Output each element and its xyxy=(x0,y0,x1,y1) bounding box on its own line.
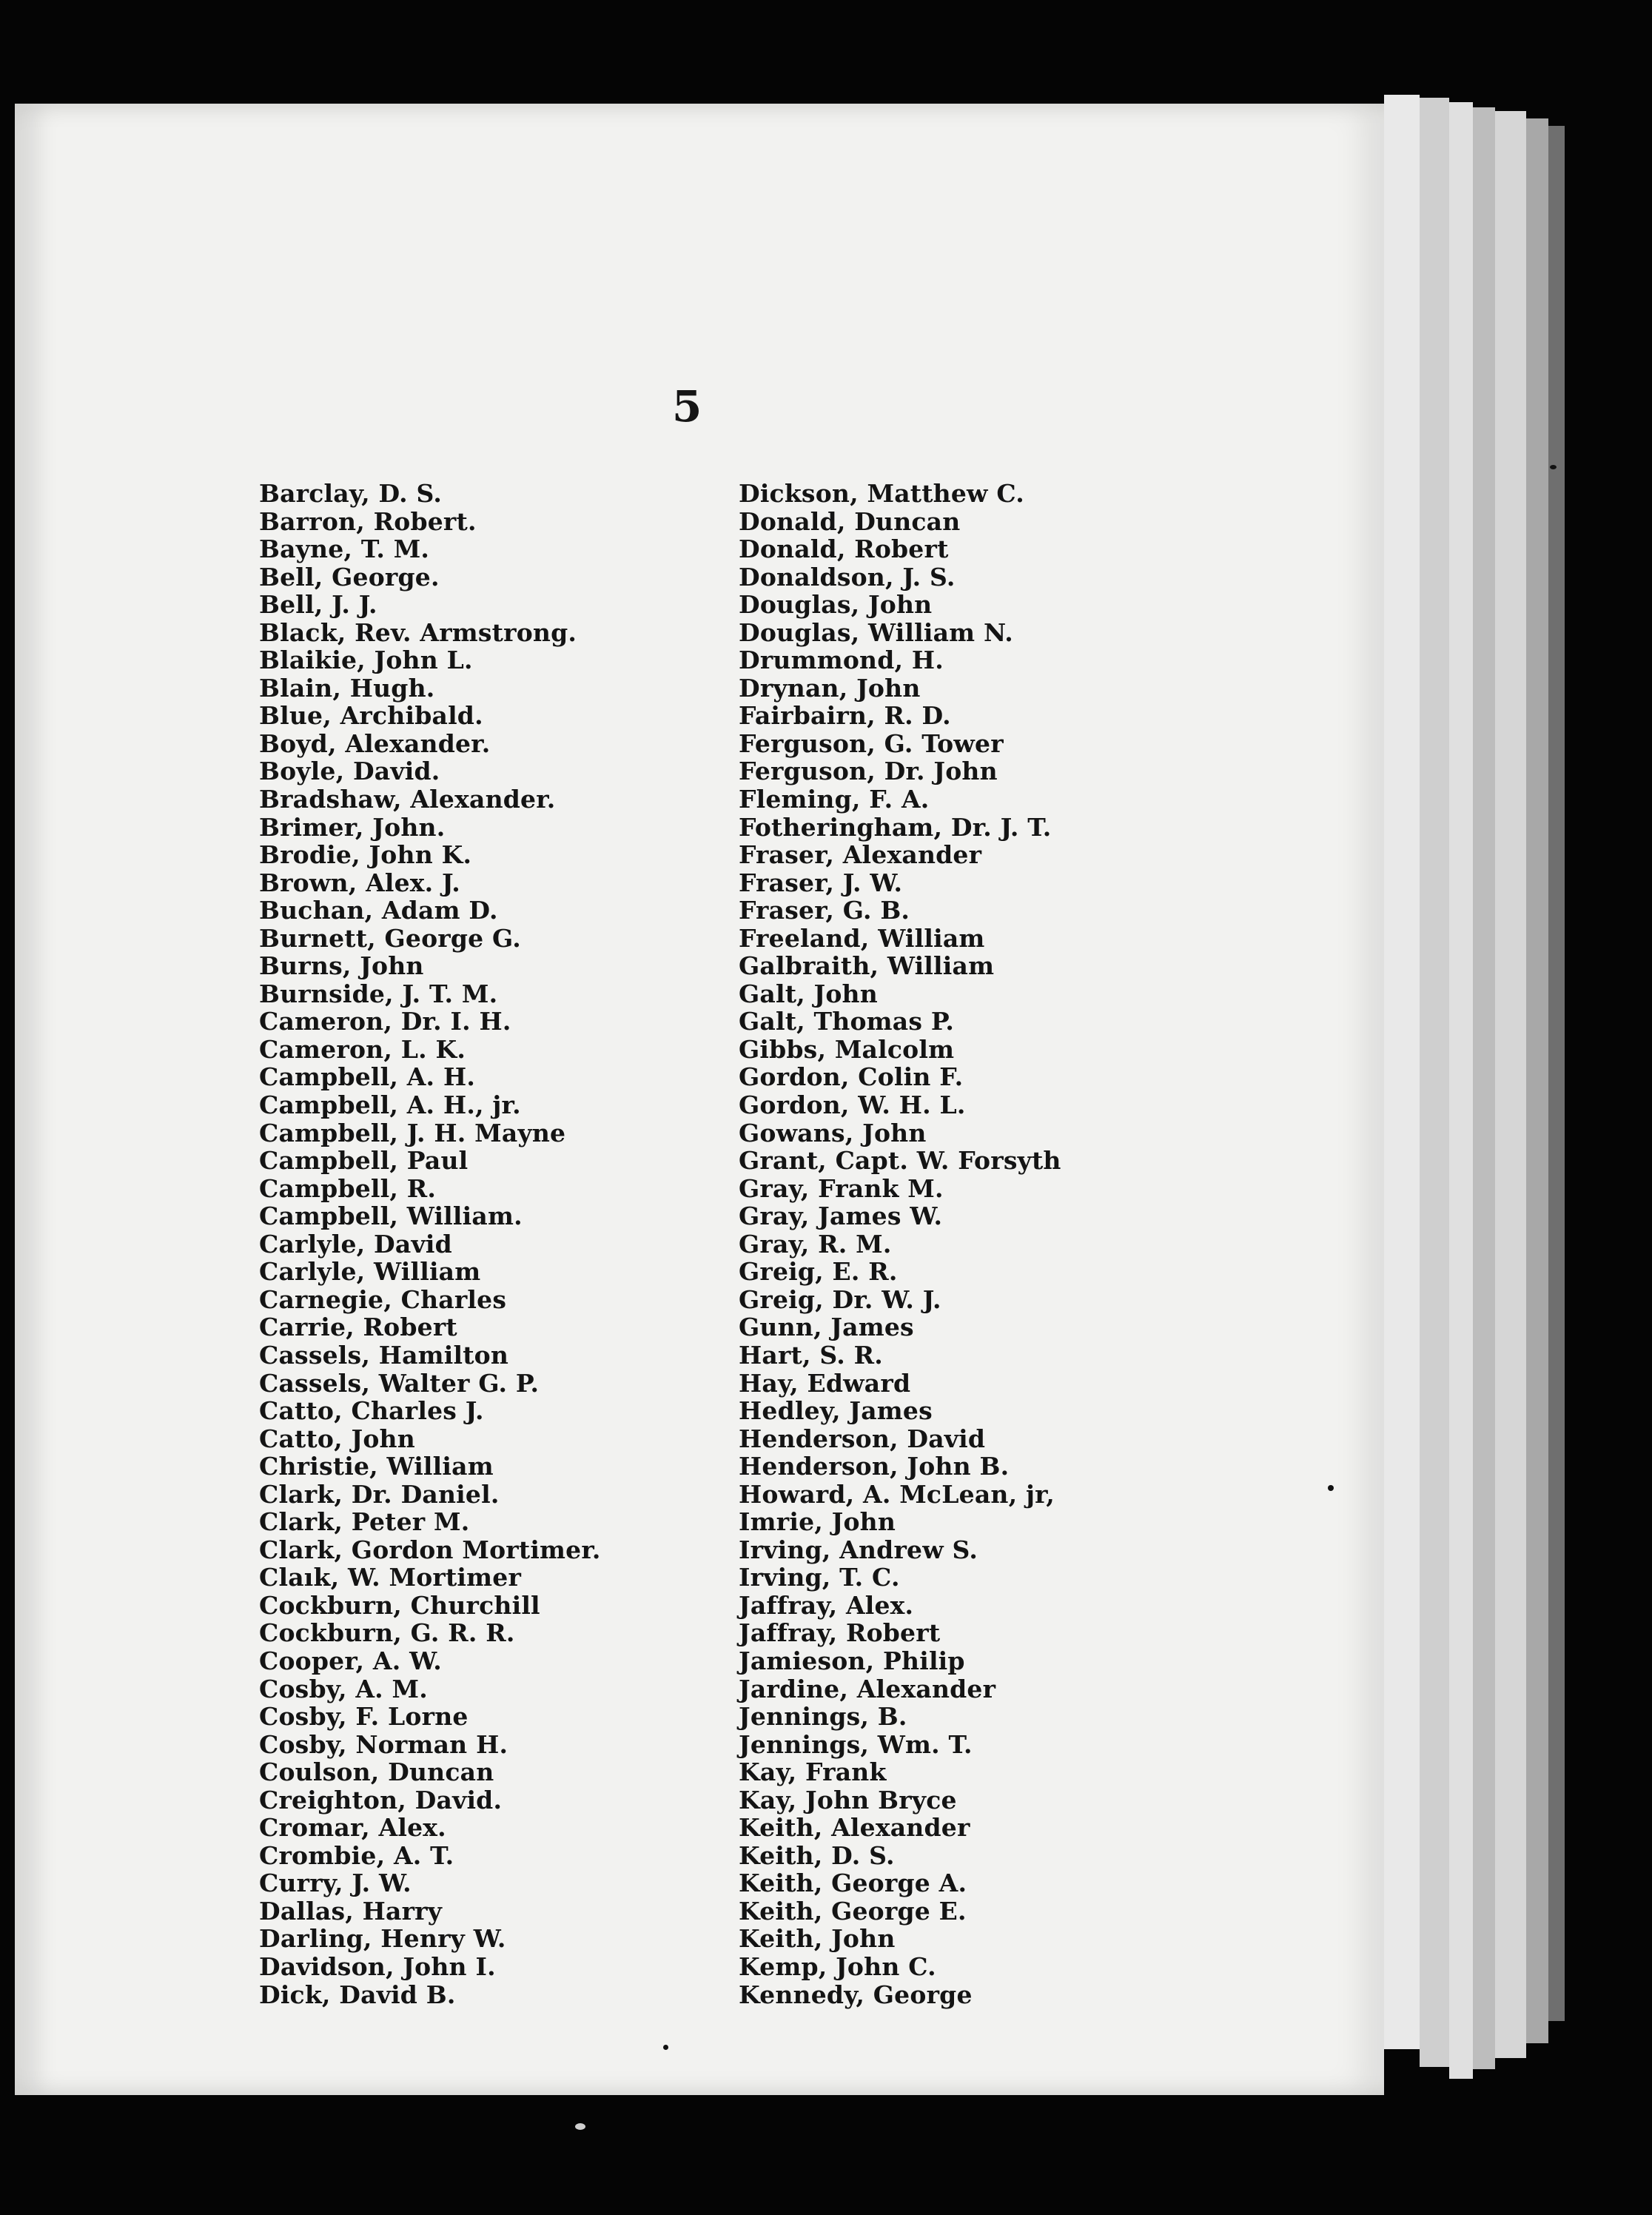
list-item: Gowans, John xyxy=(739,1118,927,1147)
list-item: Gordon, Colin F. xyxy=(739,1062,964,1092)
list-item: Bayne, T. M. xyxy=(259,535,430,564)
list-item: Blaikie, John L. xyxy=(259,646,473,675)
list-item: Darling, Henry W. xyxy=(259,1924,506,1954)
list-item: Black, Rev. Armstrong. xyxy=(259,617,577,647)
page-edges xyxy=(1420,98,1449,2067)
list-item: Catto, John xyxy=(259,1424,415,1453)
list-item: Cockburn, Churchill xyxy=(259,1590,540,1620)
list-item: Jennings, B. xyxy=(739,1702,907,1732)
page-edges xyxy=(1495,111,1526,2058)
list-item: Jamieson, Philip xyxy=(739,1646,965,1675)
list-item: Blain, Hugh. xyxy=(259,673,435,703)
list-item: Gray, James W. xyxy=(739,1202,943,1231)
list-item: Jennings, Wm. T. xyxy=(739,1729,973,1759)
dust-speck xyxy=(663,2045,668,2050)
list-item: Donald, Duncan xyxy=(739,506,961,536)
list-item: Bell, J. J. xyxy=(259,590,377,620)
list-item: Drummond, H. xyxy=(739,646,944,675)
list-item: Grant, Capt. W. Forsyth xyxy=(739,1146,1061,1176)
list-item: Galt, John xyxy=(739,979,878,1008)
name-list-left-column xyxy=(259,480,601,2008)
list-item: Cockburn, G. R. R. xyxy=(259,1618,515,1648)
list-item: Campbell, Paul xyxy=(259,1146,469,1176)
list-item: Clark, Peter M. xyxy=(259,1507,470,1537)
list-item: Imrie, John xyxy=(739,1507,896,1537)
list-item: Campbell, William. xyxy=(259,1202,523,1231)
list-item: Fraser, Alexander xyxy=(739,840,982,870)
list-item: Buchan, Adam D. xyxy=(259,896,498,925)
list-item: Keith, John xyxy=(739,1924,896,1954)
list-item: Burnside, J. T. M. xyxy=(259,979,498,1008)
list-item: Brodie, John K. xyxy=(259,840,472,870)
list-item: Greig, Dr. W. J. xyxy=(739,1284,941,1314)
list-item: Jaffray, Robert xyxy=(739,1618,941,1648)
list-item: Irving, Andrew S. xyxy=(739,1535,978,1564)
page-edges xyxy=(1548,126,1565,2021)
list-item: Hay, Edward xyxy=(739,1368,911,1398)
list-item: Cameron, Dr. I. H. xyxy=(259,1007,511,1036)
list-item: Donald, Robert xyxy=(739,535,949,564)
list-item: Cooper, A. W. xyxy=(259,1646,442,1675)
list-item: Christie, William xyxy=(259,1452,494,1481)
list-item: Boyle, David. xyxy=(259,757,440,786)
list-item: Irving, T. C. xyxy=(739,1563,900,1592)
list-item: Kay, Frank xyxy=(739,1757,887,1787)
list-item: Dickson, Matthew C. xyxy=(739,479,1024,508)
list-item: Keith, D. S. xyxy=(739,1840,895,1870)
list-item: Henderson, John B. xyxy=(739,1452,1010,1481)
list-item: Keith, George A. xyxy=(739,1869,967,1898)
list-item: Keith, George E. xyxy=(739,1896,967,1926)
list-item: Kay, John Bryce xyxy=(739,1785,957,1814)
list-item: Greig, E. R. xyxy=(739,1257,898,1287)
list-item: Hart, S. R. xyxy=(739,1340,883,1370)
list-item: Campbell, R. xyxy=(259,1173,437,1203)
list-item: Douglas, William N. xyxy=(739,617,1013,647)
list-item: Curry, J. W. xyxy=(259,1869,412,1898)
list-item: Brimer, John. xyxy=(259,812,446,842)
list-item: Galt, Thomas P. xyxy=(739,1007,955,1036)
list-item: Gray, Frank M. xyxy=(739,1173,944,1203)
list-item: Fraser, J. W. xyxy=(739,868,903,897)
list-item: Keith, Alexander xyxy=(739,1813,970,1843)
list-item: Kemp, John C. xyxy=(739,1951,936,1981)
list-item: Howard, A. McLean, jr, xyxy=(739,1479,1055,1509)
list-item: Gunn, James xyxy=(739,1313,914,1342)
list-item: Claık, W. Mortimer xyxy=(259,1563,522,1592)
list-item: Coulson, Duncan xyxy=(259,1757,494,1787)
list-item: Crombie, A. T. xyxy=(259,1840,454,1870)
list-item: Fraser, G. B. xyxy=(739,896,910,925)
page-edges xyxy=(1526,118,1548,2043)
list-item: Gibbs, Malcolm xyxy=(739,1034,955,1064)
list-item: Cassels, Walter G. P. xyxy=(259,1368,540,1398)
list-item: Hedley, James xyxy=(739,1396,933,1426)
page-edges xyxy=(1449,102,1473,2079)
dust-speck xyxy=(1550,465,1557,469)
list-item: Carnegie, Charles xyxy=(259,1284,507,1314)
list-item: Ferguson, Dr. John xyxy=(739,757,998,786)
list-item: Fairbairn, R. D. xyxy=(739,701,951,731)
page-edges xyxy=(1384,95,1420,2049)
dust-speck xyxy=(1328,1485,1334,1491)
list-item: Fotheringham, Dr. J. T. xyxy=(739,812,1052,842)
list-item: Cassels, Hamilton xyxy=(259,1340,509,1370)
list-item: Cameron, L. K. xyxy=(259,1034,466,1064)
list-item: Barron, Robert. xyxy=(259,506,477,536)
list-item: Clark, Gordon Mortimer. xyxy=(259,1535,601,1564)
list-item: Fleming, F. A. xyxy=(739,785,930,814)
list-item: Boyd, Alexander. xyxy=(259,728,491,758)
page-number: 5 xyxy=(672,381,702,432)
list-item: Douglas, John xyxy=(739,590,933,620)
book-page xyxy=(15,104,1384,2095)
list-item: Creighton, David. xyxy=(259,1785,503,1814)
list-item: Catto, Charles J. xyxy=(259,1396,484,1426)
list-item: Carlyle, William xyxy=(259,1257,481,1287)
list-item: Cromar, Alex. xyxy=(259,1813,446,1843)
list-item: Burns, John xyxy=(259,951,424,981)
dust-speck xyxy=(575,2123,585,2130)
list-item: Brown, Alex. J. xyxy=(259,868,460,897)
name-list-right-column xyxy=(739,480,1061,2008)
list-item: Bradshaw, Alexander. xyxy=(259,785,556,814)
list-item: Jaffray, Alex. xyxy=(739,1590,914,1620)
list-item: Gordon, W. H. L. xyxy=(739,1090,966,1120)
list-item: Campbell, A. H., jr. xyxy=(259,1090,521,1120)
list-item: Davidson, John I. xyxy=(259,1951,496,1981)
list-item: Kennedy, George xyxy=(739,1980,973,2009)
list-item: Ferguson, G. Tower xyxy=(739,728,1004,758)
list-item: Dick, David B. xyxy=(259,1980,456,2009)
list-item: Cosby, F. Lorne xyxy=(259,1702,469,1732)
list-item: Gray, R. M. xyxy=(739,1229,892,1259)
list-item: Blue, Archibald. xyxy=(259,701,483,731)
list-item: Cosby, A. M. xyxy=(259,1674,428,1703)
list-item: Dallas, Harry xyxy=(259,1896,443,1926)
list-item: Henderson, David xyxy=(739,1424,986,1453)
list-item: Burnett, George G. xyxy=(259,923,521,953)
list-item: Campbell, J. H. Mayne xyxy=(259,1118,566,1147)
list-item: Bell, George. xyxy=(259,562,440,592)
list-item: Drynan, John xyxy=(739,673,921,703)
list-item: Campbell, A. H. xyxy=(259,1062,476,1092)
list-item: Cosby, Norman H. xyxy=(259,1729,508,1759)
list-item: Barclay, D. S. xyxy=(259,479,443,508)
page-edges xyxy=(1473,107,1495,2069)
list-item: Carrie, Robert xyxy=(259,1313,457,1342)
list-item: Donaldson, J. S. xyxy=(739,562,956,592)
list-item: Jardine, Alexander xyxy=(739,1674,996,1703)
list-item: Galbraith, William xyxy=(739,951,995,981)
list-item: Clark, Dr. Daniel. xyxy=(259,1479,500,1509)
list-item: Freeland, William xyxy=(739,923,985,953)
list-item: Carlyle, David xyxy=(259,1229,452,1259)
